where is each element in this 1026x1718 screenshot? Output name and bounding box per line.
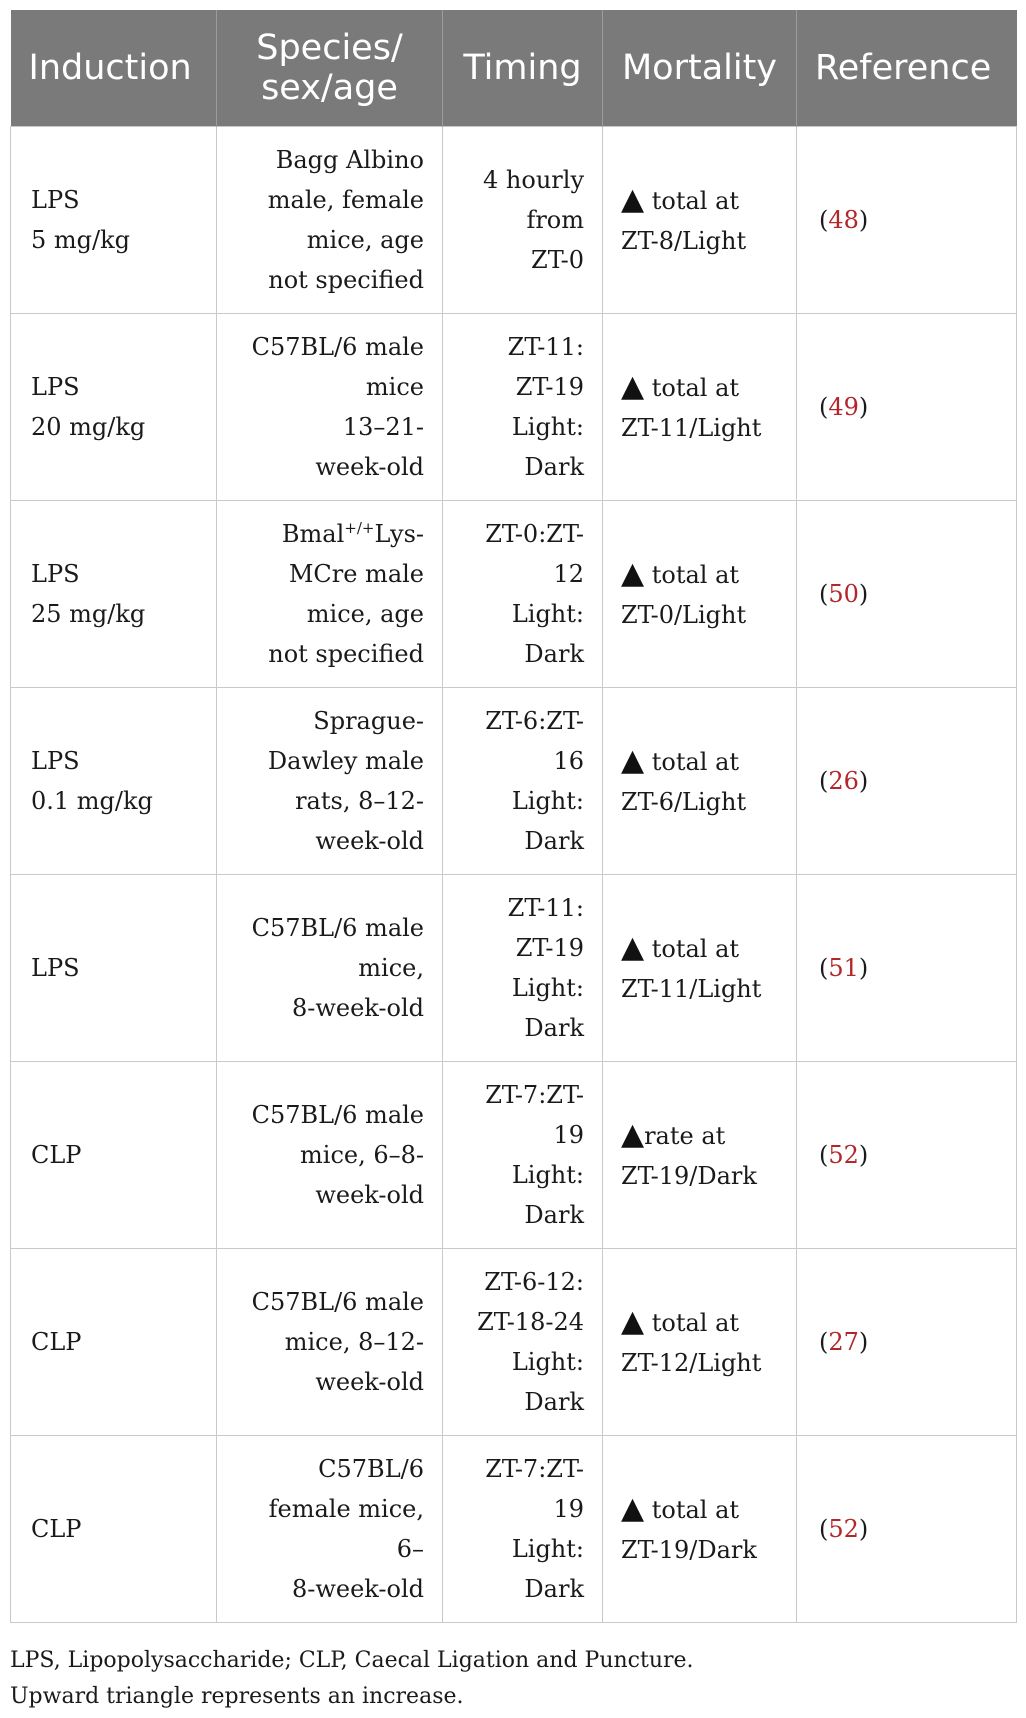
cell-timing — [443, 127, 603, 314]
cell-reference — [797, 688, 1017, 875]
ref-close-paren: ) — [858, 393, 869, 421]
timing-line: Light: — [511, 974, 584, 1002]
species-line: week-old — [315, 1368, 424, 1396]
timing-line: ZT-11: — [507, 333, 584, 361]
triangle-up-icon: ▲ — [621, 1303, 645, 1339]
species-line: not specified — [268, 640, 424, 668]
timing-line: 19 — [553, 1121, 584, 1149]
timing-line: 19 — [553, 1495, 584, 1523]
timing-line: Light: — [511, 1161, 584, 1189]
mortality-table — [10, 10, 1017, 1623]
table-row — [11, 314, 1017, 501]
ref-close-paren: ) — [858, 1515, 869, 1543]
species-line: mice, age — [306, 600, 424, 628]
ref-close-paren: ) — [858, 206, 869, 234]
induction-line: 5 mg/kg — [31, 226, 131, 254]
species-line: Sprague- — [313, 707, 424, 735]
cell-mortality — [603, 127, 797, 314]
cell-timing — [443, 1249, 603, 1436]
cell-mortality — [603, 1436, 797, 1623]
species-line: week-old — [315, 453, 424, 481]
cell-reference — [797, 314, 1017, 501]
cell-induction — [11, 1062, 217, 1249]
induction-line: CLP — [31, 1328, 82, 1356]
mortality-label: rate at — [644, 1121, 726, 1150]
mortality-line — [621, 1302, 778, 1343]
reference-link[interactable]: 49 — [828, 393, 859, 421]
cell-mortality — [603, 688, 797, 875]
mortality-line — [621, 1115, 778, 1156]
induction-line: LPS — [31, 373, 80, 401]
timing-line: Dark — [524, 453, 584, 481]
triangle-up-icon: ▲ — [621, 929, 645, 965]
mortality-line — [621, 180, 778, 221]
ref-close-paren: ) — [858, 767, 869, 795]
cell-reference — [797, 1436, 1017, 1623]
cell-induction — [11, 1249, 217, 1436]
timing-line: Light: — [511, 787, 584, 815]
induction-line: LPS — [31, 747, 80, 775]
species-line: Dawley male — [267, 747, 424, 775]
induction-line: CLP — [31, 1515, 82, 1543]
timing-line: ZT-11: — [507, 894, 584, 922]
species-line: C57BL/6 male — [251, 1288, 424, 1316]
cell-timing — [443, 1062, 603, 1249]
reference-link[interactable]: 48 — [828, 206, 859, 234]
species-line: mice — [365, 373, 424, 401]
species-line: C57BL/6 male — [251, 333, 424, 361]
mortality-line: ZT-19/Dark — [621, 1535, 757, 1564]
reference-link[interactable]: 52 — [828, 1515, 859, 1543]
header-mortality: Mortality — [603, 10, 797, 127]
species-line: week-old — [315, 1181, 424, 1209]
cell-induction — [11, 127, 217, 314]
timing-line: Dark — [524, 640, 584, 668]
timing-line: Dark — [524, 1388, 584, 1416]
header-reference: Reference — [797, 10, 1017, 127]
mortality-label: total at — [651, 186, 740, 215]
reference-link[interactable]: 52 — [828, 1141, 859, 1169]
induction-line: 25 mg/kg — [31, 600, 146, 628]
timing-line: ZT-0 — [531, 246, 584, 274]
species-line: C57BL/6 male — [251, 1101, 424, 1129]
cell-reference — [797, 501, 1017, 688]
timing-line: ZT-19 — [515, 934, 584, 962]
header-induction: Induction — [11, 10, 217, 127]
cell-species — [217, 875, 443, 1062]
ref-open-paren: ( — [819, 393, 829, 421]
timing-line: Light: — [511, 413, 584, 441]
mortality-label: total at — [651, 934, 740, 963]
species-line: mice, age — [306, 226, 424, 254]
reference-link[interactable]: 51 — [828, 954, 859, 982]
cell-reference — [797, 875, 1017, 1062]
header-species — [217, 10, 443, 127]
timing-line: Light: — [511, 1348, 584, 1376]
ref-open-paren: ( — [819, 1328, 829, 1356]
reference-link[interactable]: 27 — [828, 1328, 859, 1356]
timing-line: ZT-0:ZT- — [485, 520, 584, 548]
species-line: 8-week-old — [291, 1575, 424, 1603]
mortality-line — [621, 741, 778, 782]
mortality-label: total at — [651, 560, 740, 589]
table-body — [11, 127, 1017, 1623]
ref-open-paren: ( — [819, 206, 829, 234]
header-species-line1: Species/ — [256, 28, 403, 68]
timing-line: 12 — [553, 560, 584, 588]
timing-line: Dark — [524, 1201, 584, 1229]
species-line: Bagg Albino — [275, 146, 424, 174]
cell-species — [217, 1436, 443, 1623]
table-row — [11, 875, 1017, 1062]
cell-induction — [11, 1436, 217, 1623]
species-line: mice, — [358, 954, 424, 982]
triangle-up-icon: ▲ — [621, 555, 645, 591]
ref-open-paren: ( — [819, 1141, 829, 1169]
cell-reference — [797, 127, 1017, 314]
species-line: C57BL/6 — [318, 1455, 424, 1483]
mortality-line: ZT-0/Light — [621, 600, 747, 629]
cell-induction — [11, 875, 217, 1062]
ref-open-paren: ( — [819, 954, 829, 982]
mortality-line — [621, 554, 778, 595]
induction-line: LPS — [31, 560, 80, 588]
mortality-label: total at — [651, 747, 740, 776]
timing-line: Dark — [524, 1575, 584, 1603]
mortality-line — [621, 1489, 778, 1530]
footnote-triangle: Upward triangle represents an increase. — [10, 1684, 464, 1709]
cell-species — [217, 1249, 443, 1436]
species-line: rats, 8–12- — [295, 787, 424, 815]
timing-line: ZT-6-12: — [484, 1268, 584, 1296]
mortality-line: ZT-8/Light — [621, 226, 747, 255]
ref-close-paren: ) — [858, 580, 869, 608]
cell-timing — [443, 314, 603, 501]
cell-species — [217, 1062, 443, 1249]
ref-close-paren: ) — [858, 1328, 869, 1356]
triangle-up-icon: ▲ — [621, 368, 645, 404]
species-line: MCre male — [288, 560, 424, 588]
table-row — [11, 1436, 1017, 1623]
species-line: 8-week-old — [291, 994, 424, 1022]
species-gene-suffix: Lys- — [374, 520, 424, 548]
cell-mortality — [603, 875, 797, 1062]
mortality-line — [621, 928, 778, 969]
ref-close-paren: ) — [858, 1141, 869, 1169]
ref-open-paren: ( — [819, 1515, 829, 1543]
species-line: not specified — [268, 266, 424, 294]
timing-line: Dark — [524, 1014, 584, 1042]
species-line: 13–21- — [342, 413, 424, 441]
mortality-label: total at — [651, 373, 740, 402]
mortality-line: ZT-12/Light — [621, 1348, 762, 1377]
species-line: male, female — [267, 186, 424, 214]
table-row — [11, 1062, 1017, 1249]
ref-open-paren: ( — [819, 580, 829, 608]
table-row — [11, 127, 1017, 314]
species-line — [235, 514, 424, 554]
cell-mortality — [603, 314, 797, 501]
cell-timing — [443, 1436, 603, 1623]
timing-line: ZT-19 — [515, 373, 584, 401]
mortality-label: total at — [651, 1308, 740, 1337]
timing-line: Light: — [511, 1535, 584, 1563]
induction-line: 0.1 mg/kg — [31, 787, 153, 815]
reference-link[interactable]: 50 — [828, 580, 859, 608]
timing-line: 4 hourly — [483, 166, 584, 194]
induction-line: 20 mg/kg — [31, 413, 146, 441]
header-row — [11, 10, 1017, 127]
cell-timing — [443, 501, 603, 688]
header-timing: Timing — [443, 10, 603, 127]
species-line: week-old — [315, 827, 424, 855]
reference-link[interactable]: 26 — [828, 767, 859, 795]
mortality-line: ZT-11/Light — [621, 413, 762, 442]
cell-mortality — [603, 501, 797, 688]
species-line: C57BL/6 male — [251, 914, 424, 942]
timing-line: ZT-6:ZT- — [485, 707, 584, 735]
triangle-up-icon: ▲ — [621, 742, 645, 778]
induction-line: CLP — [31, 1141, 82, 1169]
cell-reference — [797, 1249, 1017, 1436]
triangle-up-icon: ▲ — [621, 181, 645, 217]
cell-species — [217, 501, 443, 688]
induction-line: LPS — [31, 186, 80, 214]
timing-line: from — [526, 206, 584, 234]
cell-timing — [443, 688, 603, 875]
triangle-up-icon: ▲ — [621, 1490, 645, 1526]
triangle-up-icon: ▲ — [621, 1116, 645, 1152]
mortality-label: total at — [651, 1495, 740, 1524]
ref-close-paren: ) — [858, 954, 869, 982]
timing-line: 16 — [553, 747, 584, 775]
table-row — [11, 501, 1017, 688]
mortality-line: ZT-6/Light — [621, 787, 747, 816]
species-gene: Bmal — [281, 520, 345, 548]
table-row — [11, 1249, 1017, 1436]
cell-mortality — [603, 1249, 797, 1436]
cell-timing — [443, 875, 603, 1062]
induction-line: LPS — [31, 954, 80, 982]
cell-species — [217, 127, 443, 314]
ref-open-paren: ( — [819, 767, 829, 795]
timing-line: ZT-18-24 — [477, 1308, 584, 1336]
table-row — [11, 688, 1017, 875]
mortality-line: ZT-11/Light — [621, 974, 762, 1003]
cell-species — [217, 314, 443, 501]
timing-line: Light: — [511, 600, 584, 628]
cell-induction — [11, 314, 217, 501]
mortality-line: ZT-19/Dark — [621, 1161, 757, 1190]
cell-reference — [797, 1062, 1017, 1249]
species-line: mice, 8–12- — [284, 1328, 424, 1356]
header-species-line2: sex/age — [261, 68, 398, 108]
cell-induction — [11, 688, 217, 875]
timing-line: ZT-7:ZT- — [485, 1455, 584, 1483]
cell-species — [217, 688, 443, 875]
species-genotype-superscript: +/+ — [344, 519, 375, 537]
cell-mortality — [603, 1062, 797, 1249]
timing-line: ZT-7:ZT- — [485, 1081, 584, 1109]
table-container — [10, 10, 1016, 1623]
footnotes — [10, 1643, 694, 1715]
cell-induction — [11, 501, 217, 688]
species-line: mice, 6–8- — [300, 1141, 424, 1169]
timing-line: Dark — [524, 827, 584, 855]
footnote-abbreviations: LPS, Lipopolysaccharide; CLP, Caecal Ligation and Puncture. — [10, 1648, 694, 1673]
species-line: female mice, 6– — [268, 1495, 424, 1563]
mortality-line — [621, 367, 778, 408]
